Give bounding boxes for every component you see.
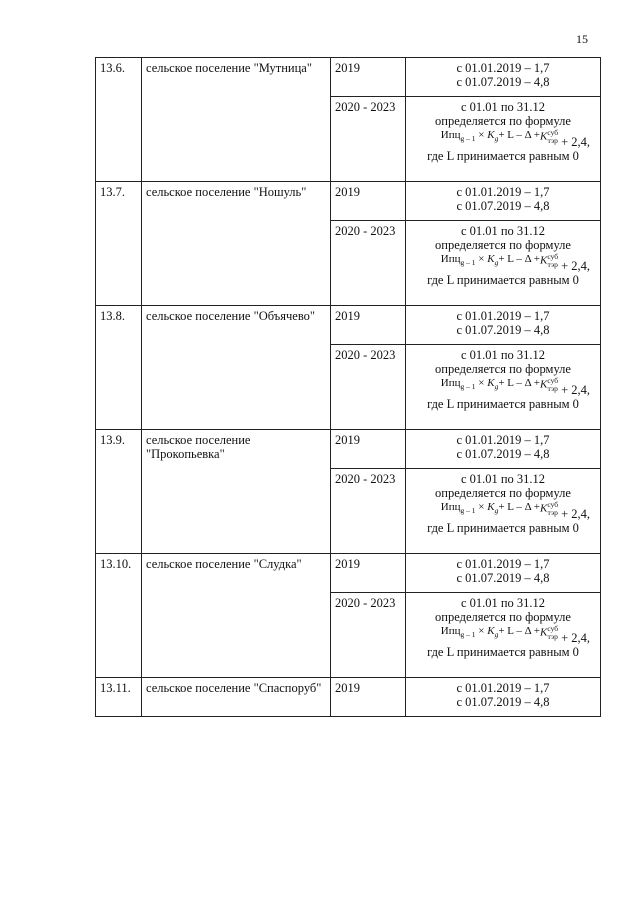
formula-middle: + L – Δ + <box>498 253 541 265</box>
period-2019: 2019 <box>331 430 406 469</box>
formula-note: где L принимается равным 0 <box>427 397 579 411</box>
value-formula <box>406 345 601 430</box>
value-2019 <box>406 58 601 97</box>
settlement-name: сельское поселение "Слудка" <box>142 554 331 678</box>
formula-tail: + 2,4, <box>561 507 590 521</box>
formula-ktr: K суб тэр <box>540 376 559 393</box>
value-formula <box>406 221 601 306</box>
settlement-name: сельское поселение "Прокопьевка" <box>142 430 331 554</box>
value-2019 <box>406 430 601 469</box>
formula-caption: определяется по формуле <box>435 238 571 252</box>
formula-ktr: K суб тэр <box>540 128 559 145</box>
settlement-name: сельское поселение "Спаспоруб" <box>142 678 331 717</box>
value-formula <box>406 469 601 554</box>
value-2019-second-half: с 01.07.2019 – 4,8 <box>456 571 550 585</box>
row-number: 13.6. <box>96 58 142 182</box>
period-2019: 2019 <box>331 182 406 221</box>
settlement-name: сельское поселение "Мутница" <box>142 58 331 182</box>
period-2019: 2019 <box>331 554 406 593</box>
formula-tail: + 2,4, <box>561 383 590 397</box>
formula-caption: определяется по формуле <box>435 486 571 500</box>
period-2019: 2019 <box>331 306 406 345</box>
period-2020-2023: 2020 - 2023 <box>331 469 406 554</box>
formula-middle: + L – Δ + <box>498 625 541 637</box>
formula-middle: + L – Δ + <box>498 377 541 389</box>
formula-note: где L принимается равным 0 <box>427 273 579 287</box>
period-2020-2023: 2020 - 2023 <box>331 593 406 678</box>
value-2019-first-half: с 01.01.2019 – 1,7 <box>456 185 550 199</box>
value-2019-second-half: с 01.07.2019 – 4,8 <box>456 75 550 89</box>
formula-middle: + L – Δ + <box>498 501 541 513</box>
formula-ipc: Ипц$_{g - 1}$ <box>440 377 476 392</box>
formula-multiply: × <box>475 129 488 141</box>
formula-ktr: K суб тэр <box>540 624 559 641</box>
formula-ktr: K суб тэр <box>540 500 559 517</box>
formula-period: с 01.01 по 31.12 <box>460 596 546 610</box>
formula-multiply: × <box>475 253 488 265</box>
period-2019: 2019 <box>331 678 406 717</box>
value-2019-second-half: с 01.07.2019 – 4,8 <box>456 695 550 709</box>
formula-k: $K_g$ <box>487 377 499 392</box>
value-2019-first-half: с 01.01.2019 – 1,7 <box>456 433 550 447</box>
formula-note: где L принимается равным 0 <box>427 645 579 659</box>
value-2019 <box>406 306 601 345</box>
row-number: 13.11. <box>96 678 142 717</box>
formula-multiply: × <box>475 501 488 513</box>
formula-period: с 01.01 по 31.12 <box>460 472 546 486</box>
formula-caption: определяется по формуле <box>435 362 571 376</box>
settlement-name: сельское поселение "Объячево" <box>142 306 331 430</box>
value-formula <box>406 593 601 678</box>
formula-period: с 01.01 по 31.12 <box>460 224 546 238</box>
formula-note: где L принимается равным 0 <box>427 149 579 163</box>
period-2020-2023: 2020 - 2023 <box>331 221 406 306</box>
value-formula <box>406 97 601 182</box>
period-2019: 2019 <box>331 58 406 97</box>
formula-middle: + L – Δ + <box>498 129 541 141</box>
formula-multiply: × <box>475 377 488 389</box>
table-row-2019 <box>96 678 601 717</box>
tariff-table-body <box>96 58 601 717</box>
formula-ipc: Ипц$_{g - 1}$ <box>440 253 476 268</box>
table-row-2019 <box>96 554 601 593</box>
value-2019-first-half: с 01.01.2019 – 1,7 <box>456 309 550 323</box>
value-2019-second-half: с 01.07.2019 – 4,8 <box>456 323 550 337</box>
formula-ipc: Ипц$_{g - 1}$ <box>440 129 476 144</box>
row-number: 13.7. <box>96 182 142 306</box>
page-number: 15 <box>576 32 588 46</box>
value-2019-second-half: с 01.07.2019 – 4,8 <box>456 199 550 213</box>
formula-tail: + 2,4, <box>561 135 590 149</box>
formula-caption: определяется по формуле <box>435 114 571 128</box>
formula-note: где L принимается равным 0 <box>427 521 579 535</box>
value-2019-first-half: с 01.01.2019 – 1,7 <box>456 61 550 75</box>
table-row-2019 <box>96 430 601 469</box>
formula-ipc: Ипц$_{g - 1}$ <box>440 625 476 640</box>
period-2020-2023: 2020 - 2023 <box>331 345 406 430</box>
formula-expression <box>410 129 596 149</box>
value-2019-second-half: с 01.07.2019 – 4,8 <box>456 447 550 461</box>
formula-expression <box>410 501 596 521</box>
formula-caption: определяется по формуле <box>435 610 571 624</box>
settlement-name: сельское поселение "Ношуль" <box>142 182 331 306</box>
value-2019 <box>406 182 601 221</box>
formula-period: с 01.01 по 31.12 <box>460 100 546 114</box>
tariff-table <box>95 57 601 717</box>
row-number: 13.9. <box>96 430 142 554</box>
period-2020-2023: 2020 - 2023 <box>331 97 406 182</box>
formula-period: с 01.01 по 31.12 <box>460 348 546 362</box>
value-2019-first-half: с 01.01.2019 – 1,7 <box>456 681 550 695</box>
row-number: 13.8. <box>96 306 142 430</box>
formula-expression <box>410 625 596 645</box>
formula-k: $K_g$ <box>487 129 499 144</box>
table-row-2019 <box>96 306 601 345</box>
formula-k: $K_g$ <box>487 625 499 640</box>
formula-ktr: K суб тэр <box>540 252 559 269</box>
formula-ipc: Ипц$_{g - 1}$ <box>440 501 476 516</box>
value-2019-first-half: с 01.01.2019 – 1,7 <box>456 557 550 571</box>
formula-tail: + 2,4, <box>561 259 590 273</box>
formula-k: $K_g$ <box>487 501 499 516</box>
value-2019 <box>406 554 601 593</box>
table-row-2019 <box>96 182 601 221</box>
table-row-2019 <box>96 58 601 97</box>
formula-expression <box>410 377 596 397</box>
value-2019 <box>406 678 601 717</box>
formula-tail: + 2,4, <box>561 631 590 645</box>
formula-k: $K_g$ <box>487 253 499 268</box>
formula-multiply: × <box>475 625 488 637</box>
formula-expression <box>410 253 596 273</box>
row-number: 13.10. <box>96 554 142 678</box>
